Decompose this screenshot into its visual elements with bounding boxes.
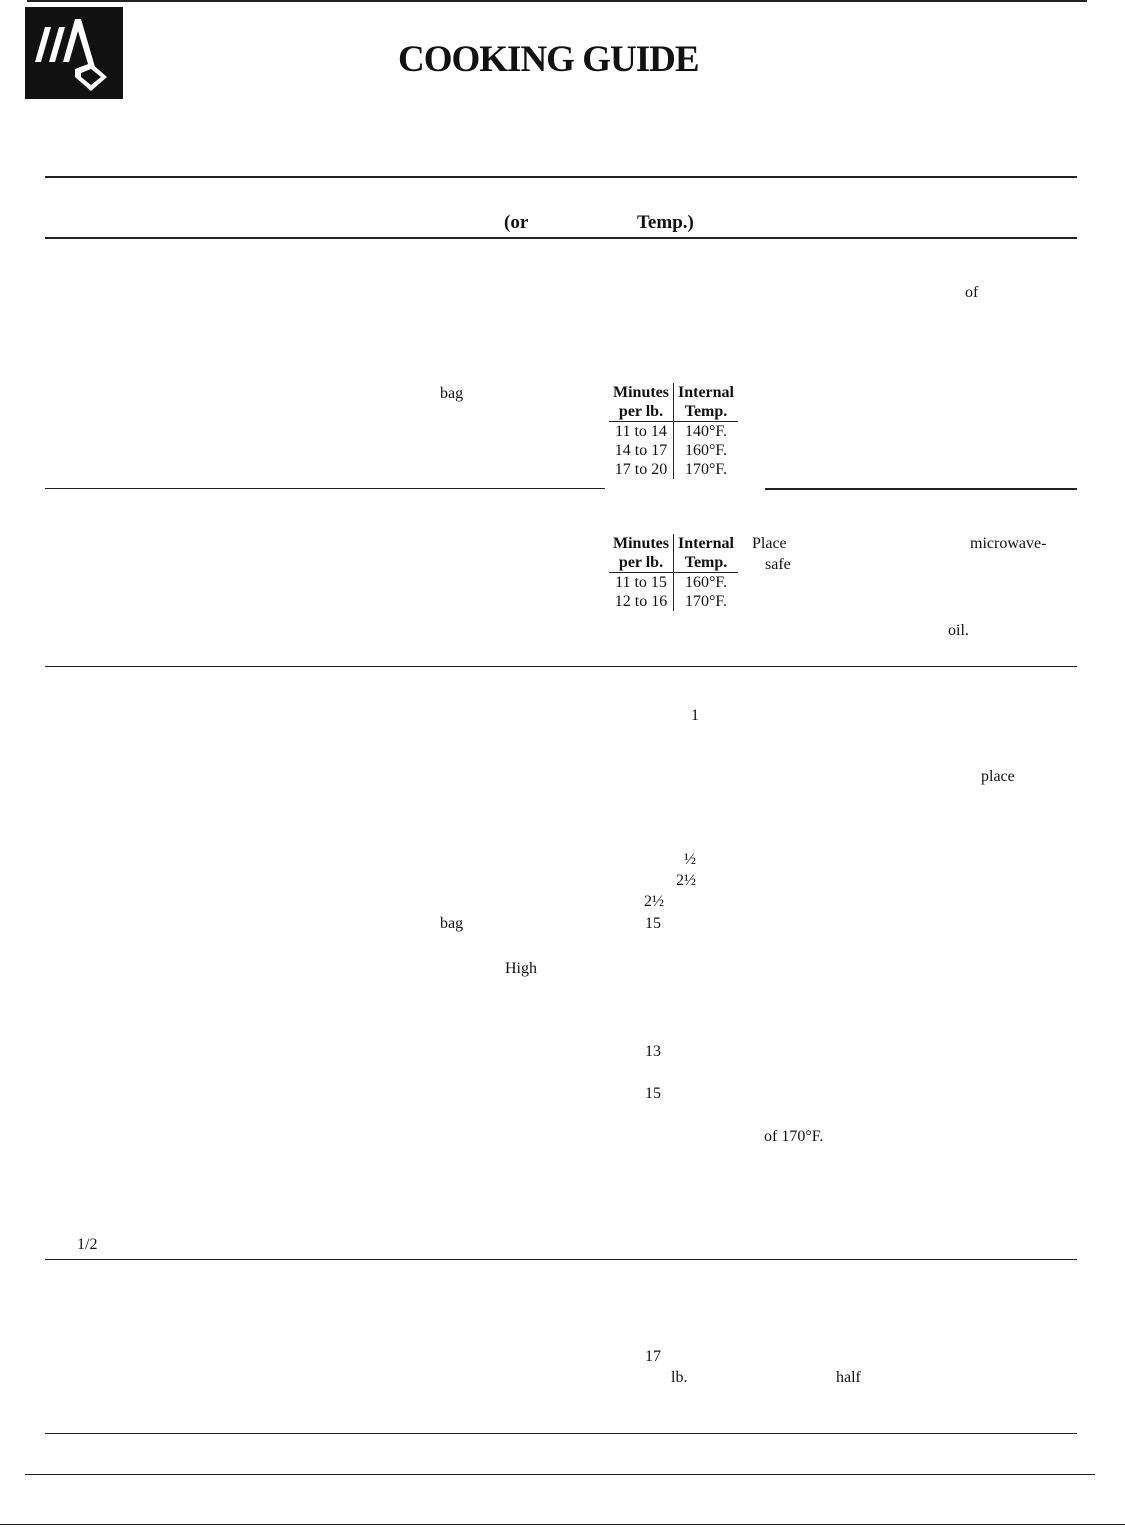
text-fragment: oil. <box>948 622 969 639</box>
table-header: per lb. <box>609 553 674 573</box>
table-header: Minutes <box>609 383 674 402</box>
text-fragment: ½ <box>684 851 696 868</box>
text-fragment: 13 <box>645 1043 661 1060</box>
text-fragment: 15 <box>645 915 661 932</box>
header-rule-bottom <box>45 237 1077 239</box>
footer-rule <box>25 1474 1095 1475</box>
table-header: Internal <box>678 384 734 401</box>
table-cell: 14 to 17 <box>609 441 674 460</box>
table-cell: 170°F. <box>684 593 727 610</box>
header-rule-top <box>45 176 1077 178</box>
text-fragment: microwave- <box>970 535 1047 552</box>
cooking-time-table-1 <box>609 383 738 479</box>
header-or: (or <box>504 212 529 233</box>
text-fragment: 1 <box>691 707 699 724</box>
text-fragment: 1/2 <box>77 1236 98 1253</box>
table-header: Minutes <box>609 534 674 553</box>
table-header: Temp. <box>674 553 739 573</box>
table-header: Temp. <box>674 402 739 422</box>
text-fragment: Place <box>752 535 787 552</box>
text-fragment: of <box>965 284 979 301</box>
text-fragment: safe <box>765 556 791 573</box>
text-fragment: 17 <box>645 1348 661 1365</box>
row-divider-3 <box>45 1259 1077 1260</box>
table-cell: 160°F. <box>684 574 727 591</box>
table-cell: 12 to 16 <box>609 592 674 611</box>
row-divider-1-right <box>765 488 1077 490</box>
row-divider-1-left <box>45 488 605 489</box>
table-cell: 11 to 14 <box>609 422 674 442</box>
table-cell: 17 to 20 <box>609 460 674 479</box>
bottom-rule <box>0 1524 1125 1525</box>
text-fragment: bag <box>440 915 464 932</box>
table-cell: 140°F. <box>684 423 727 440</box>
table-header: Internal <box>678 535 734 552</box>
text-fragment: of 170°F. <box>764 1128 824 1145</box>
table-cell: 11 to 15 <box>609 573 674 593</box>
text-fragment: lb. <box>671 1369 688 1386</box>
header-temp: Temp.) <box>637 212 694 233</box>
table-cell: 170°F. <box>684 461 727 478</box>
text-fragment: High <box>505 960 537 977</box>
page-title: COOKING GUIDE <box>398 39 699 80</box>
row-divider-4 <box>45 1433 1077 1434</box>
text-fragment: 15 <box>645 1085 661 1102</box>
cooking-logo-icon <box>25 7 123 99</box>
text-fragment: half <box>836 1369 861 1386</box>
text-fragment: place <box>981 768 1015 785</box>
top-rule <box>27 0 1087 2</box>
cooking-time-table-2 <box>609 534 738 611</box>
table-header: per lb. <box>609 402 674 422</box>
text-fragment: bag <box>440 385 464 402</box>
row-divider-2 <box>45 666 1077 667</box>
text-fragment: 2½ <box>676 872 696 889</box>
text-fragment: 2½ <box>644 893 664 910</box>
table-cell: 160°F. <box>684 442 727 459</box>
